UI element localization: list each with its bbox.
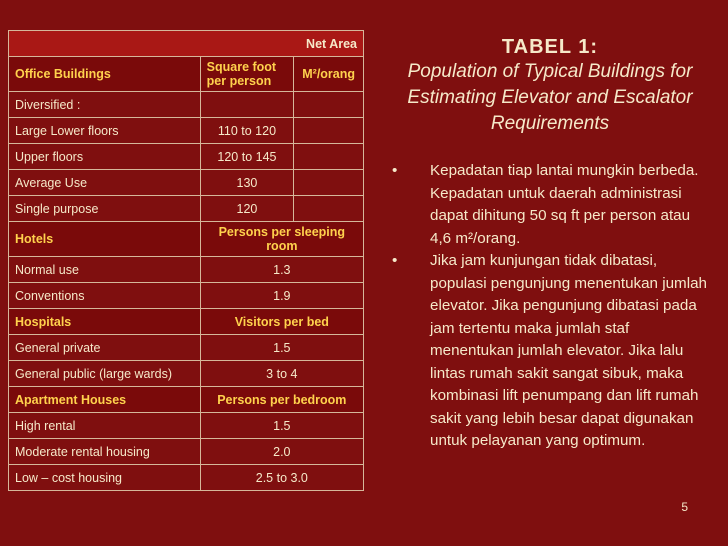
section-title: Office Buildings: [9, 57, 201, 92]
row-value: [200, 92, 294, 118]
section-title: Hotels: [9, 222, 201, 257]
title-line-1: TABEL 1:: [501, 36, 599, 58]
row-label: Moderate rental housing: [9, 439, 201, 465]
table-row: [9, 361, 364, 387]
slide-title: [380, 36, 720, 137]
section-header-row: [9, 309, 364, 335]
row-label: Upper floors: [9, 144, 201, 170]
row-value: 2.0: [200, 439, 363, 465]
bullet-marker: •: [392, 252, 398, 269]
row-empty-cell: [294, 196, 364, 222]
row-value: 120 to 145: [200, 144, 294, 170]
bullet-text: Kepadatan tiap lantai mungkin berbeda. Kepadatan untuk daerah administrasi dapat dihitung 50 sq ft per person atau 4,6 m²/orang.: [430, 162, 699, 247]
bullet-marker: •: [392, 162, 398, 179]
table-row: [9, 257, 364, 283]
row-label: Low – cost housing: [9, 465, 201, 491]
table-row: [9, 196, 364, 222]
table-row: [9, 118, 364, 144]
section-header-row: [9, 57, 364, 92]
row-value: 1.5: [200, 413, 363, 439]
row-empty-cell: [294, 118, 364, 144]
section-col2-header: Square foot per person: [200, 57, 294, 92]
row-label: Average Use: [9, 170, 201, 196]
row-value: 110 to 120: [200, 118, 294, 144]
row-label: General private: [9, 335, 201, 361]
row-label: Diversified :: [9, 92, 201, 118]
title-line-2: Population of Typical Buildings for Estimating Elevator and Escalator Requirements: [407, 61, 693, 134]
bullet-item: [392, 160, 712, 250]
row-value: 3 to 4: [200, 361, 363, 387]
section-title: Apartment Houses: [9, 387, 201, 413]
net-area-label: Net Area: [306, 36, 357, 51]
section-header-row: [9, 387, 364, 413]
section-col2-header: Persons per bedroom: [200, 387, 363, 413]
row-value: 2.5 to 3.0: [200, 465, 363, 491]
row-empty-cell: [294, 92, 364, 118]
net-area-header: [9, 31, 364, 57]
row-label: Large Lower floors: [9, 118, 201, 144]
row-label: Normal use: [9, 257, 201, 283]
section-header-row: [9, 222, 364, 257]
row-label: Single purpose: [9, 196, 201, 222]
row-value: 130: [200, 170, 294, 196]
section-col2-header: Persons per sleeping room: [200, 222, 363, 257]
table-row: [9, 170, 364, 196]
page-number: 5: [681, 500, 688, 514]
table-row: [9, 335, 364, 361]
row-empty-cell: [294, 144, 364, 170]
row-value: 1.9: [200, 283, 363, 309]
bullet-text: Jika jam kunjungan tidak dibatasi, populasi pengunjung menentukan jumlah elevator. Jika pengunjung dibatasi pada jam tertentu maka jumlah staf menentukan jumlah elevator. Jika lalu lintas rumah sakit sangat sibuk, maka kombinasi lift penumpang dan lift rumah sakit yang lebih besar dapat digunakan untuk pelayanan yang optimum.: [430, 252, 707, 449]
table-header-row: [9, 31, 364, 57]
row-value: 1.5: [200, 335, 363, 361]
row-value: 1.3: [200, 257, 363, 283]
table-row: [9, 92, 364, 118]
row-label: Conventions: [9, 283, 201, 309]
section-col3-header: M²/orang: [294, 57, 364, 92]
row-empty-cell: [294, 170, 364, 196]
population-table: [8, 30, 364, 491]
table-row: [9, 283, 364, 309]
bullet-item: [392, 250, 712, 453]
row-value: 120: [200, 196, 294, 222]
table-row: [9, 439, 364, 465]
table-row: [9, 413, 364, 439]
table-row: [9, 144, 364, 170]
table-row: [9, 465, 364, 491]
bullet-list: [392, 160, 712, 453]
section-col2-header: Visitors per bed: [200, 309, 363, 335]
section-title: Hospitals: [9, 309, 201, 335]
row-label: High rental: [9, 413, 201, 439]
row-label: General public (large wards): [9, 361, 201, 387]
